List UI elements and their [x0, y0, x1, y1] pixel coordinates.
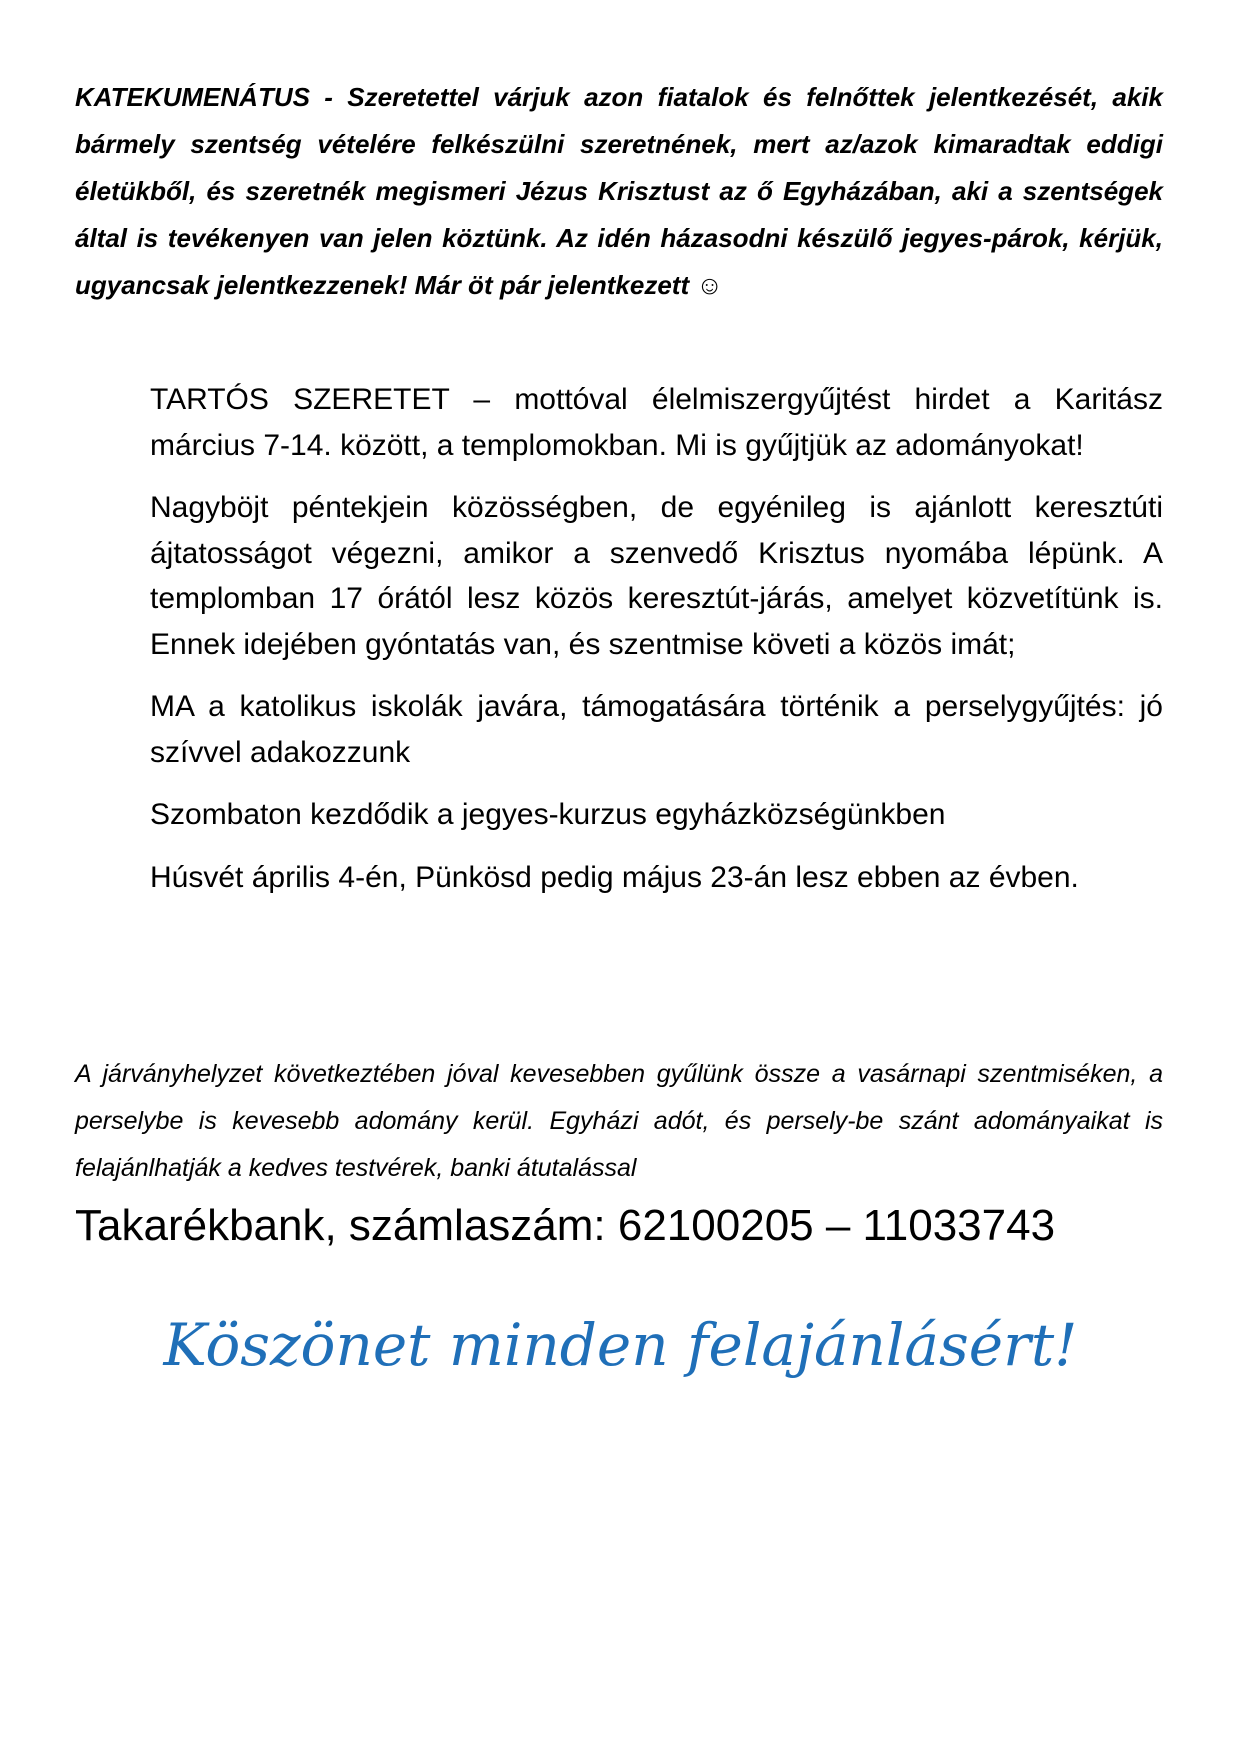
announcement-item: Nagyböjt péntekjein közösségben, de egyénileg is ajánlott keresztúti ájtatosságot végezni, amikor a szenvedő Krisztus nyomába lépünk. A templomban 17 órától lesz közös keresztút-járás, amelyet közvetítünk is. Ennek idejében gyóntatás van, és szentmise követi a közös imát; — [150, 491, 1163, 661]
announcement-item: TARTÓS SZERETET – mottóval élelmiszergyűjtést hirdet a Karitász március 7-14. között, a templomokban. Mi is gyűjtjük az adományokat! — [150, 383, 1163, 462]
announcement-item: Szombaton kezdődik a jegyes-kurzus egyházközségünkben — [150, 798, 946, 831]
announcement-list — [150, 377, 1163, 900]
bank-account-line: Takarékbank, számlaszám: 62100205 – 11033743 — [75, 1201, 1056, 1250]
announcement-item: MA a katolikus iskolák javára, támogatására történik a perselygyűjtés: jó szívvel adakozzunk — [150, 690, 1163, 769]
donation-notice: A járványhelyzet következtében jóval kevesebben gyűlünk össze a vasárnapi szentmiséken, a perselybe is kevesebb adomány kerül. Egyházi adót, és persely-be szánt adományaikat is felajánlhatják a kedves testvérek, banki átutalással — [75, 1060, 1163, 1182]
katekumenatus-paragraph: KATEKUMENÁTUS - Szeretettel várjuk azon fiatalok és felnőttek jelentkezését, akik bármely szentség vételére felkészülni szeretnének, mert az/azok kimaradtak eddigi életükből, és szeretnék megismeri Jézus Krisztust az ő Egyházában, aki a szentségek által is tevékenyen van jelen köztünk. Az idén házasodni készülő jegyes-párok, kérjük, ugyancsak jelentkezzenek! Már öt pár jelentkezett ☺ — [75, 82, 1163, 300]
thank-you-heading: Köszönet minden felajánlásért! — [163, 1311, 1078, 1379]
announcement-item: Húsvét április 4-én, Pünkösd pedig május 23-án lesz ebben az évben. — [150, 860, 1079, 894]
